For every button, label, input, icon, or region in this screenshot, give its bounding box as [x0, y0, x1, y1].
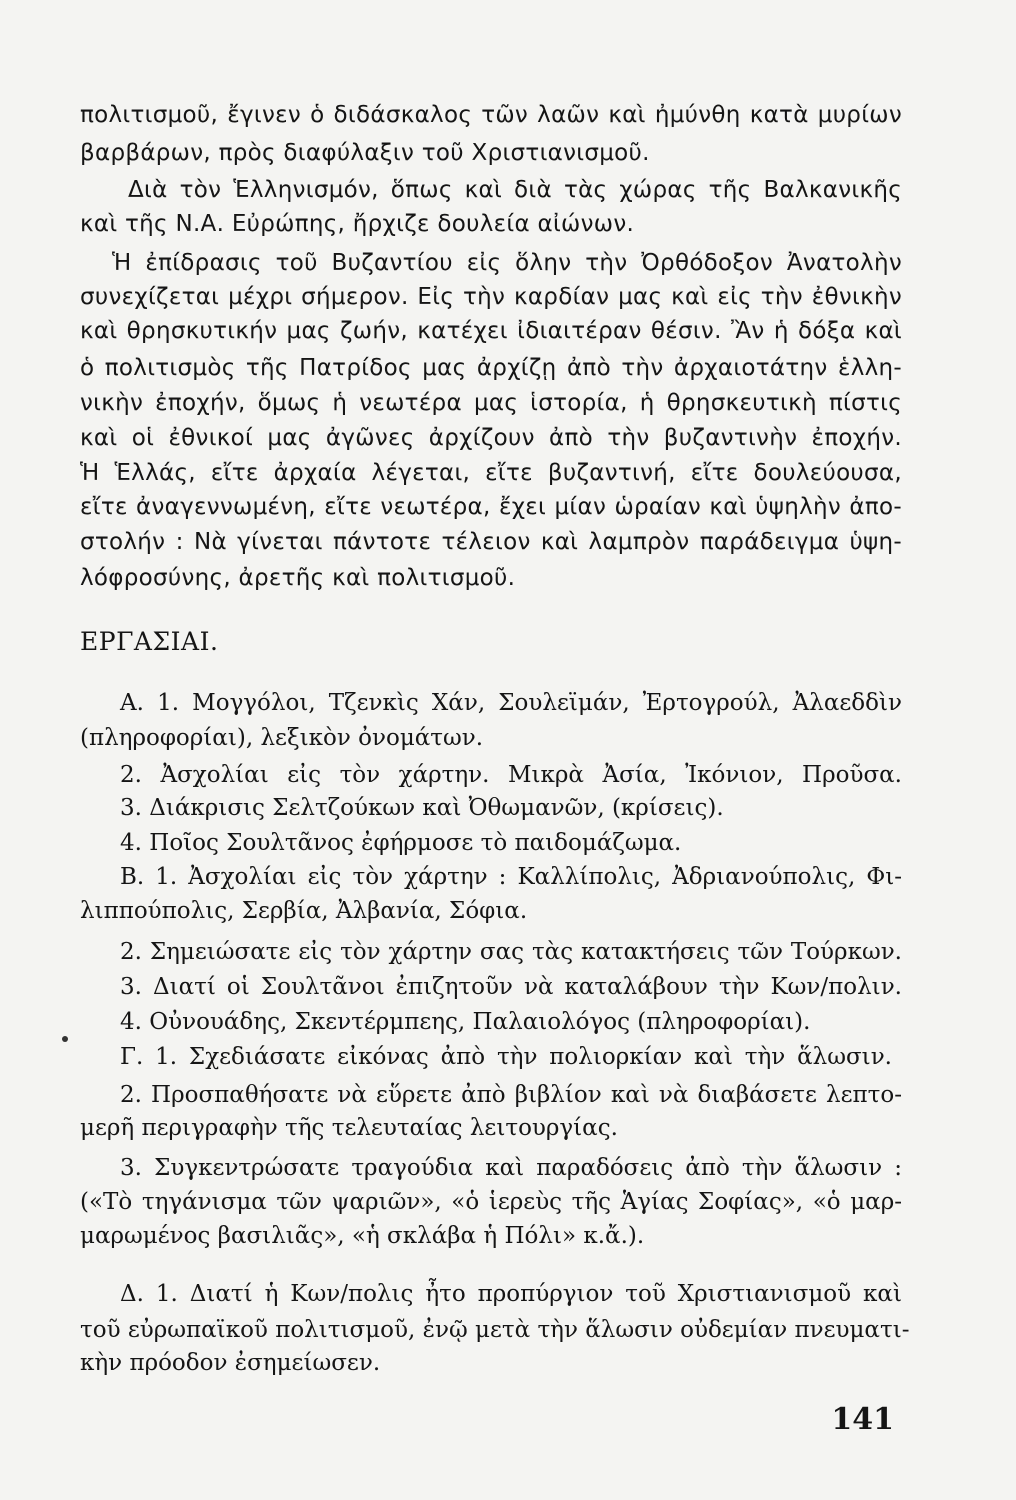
- body-line: νικὴν ἐποχήν, ὅμως ἡ νεωτέρα μας ἱστορία, ἡ θρησκευτικὴ πίστις: [80, 390, 902, 416]
- body-line: ὁ πολιτισμὸς τῆς Πατρίδος μας ἀρχίζῃ ἀπὸ τὴν ἀρχαιοτάτην ἑλλη-: [80, 355, 902, 381]
- exercise-line: λιππούπολις, Σερβία, Ἀλβανία, Σόφια.: [80, 898, 528, 924]
- body-line: συνεχίζεται μέχρι σήμερον. Εἰς τὴν καρδίαν μας καὶ εἰς τὴν ἐθνικὴν: [80, 284, 902, 310]
- exercise-line: 2. Ἀσχολίαι εἰς τὸν χάρτην. Μικρὰ Ἀσία, Ἰκόνιον, Προῦσα.: [120, 762, 902, 788]
- exercise-line: μερῆ περιγραφὴν τῆς τελευταίας λειτουργίας.: [80, 1115, 618, 1141]
- exercise-line: 3. Διατί οἱ Σουλτᾶνοι ἐπιζητοῦν νὰ καταλάβουν τὴν Κων/πολιν.: [120, 974, 902, 1000]
- exercise-line: Α. 1. Μογγόλοι, Τζενκὶς Χάν, Σουλεϊμάν, Ἐρτογρούλ, Ἀλαεδδὶν: [120, 690, 902, 716]
- page-number: 141: [831, 1402, 894, 1437]
- body-line: λόφροσύνης, ἀρετῆς καὶ πολιτισμοῦ.: [80, 565, 516, 591]
- body-line: καὶ οἱ ἐθνικοί μας ἀγῶνες ἀρχίζουν ἀπὸ τὴν βυζαντινὴν ἐποχήν.: [80, 425, 902, 451]
- body-line: Ἡ ἐπίδρασις τοῦ Βυζαντίου εἰς ὅλην τὴν Ὀρθόδοξον Ἀνατολὴν: [112, 250, 902, 276]
- body-line: στολήν : Νὰ γίνεται πάντοτε τέλειον καὶ λαμπρὸν παράδειγμα ὑψη-: [80, 529, 902, 555]
- exercise-line: κὴν πρόοδον ἐσημείωσεν.: [80, 1350, 381, 1376]
- body-line: καὶ θρησκυτικήν μας ζωήν, κατέχει ἰδιαιτέραν θέσιν. Ἂν ἡ δόξα καὶ: [80, 318, 902, 344]
- exercise-line: («Τὸ τηγάνισμα τῶν ψαριῶν», «ὁ ἱερεὺς τῆς Ἁγίας Σοφίας», «ὁ μαρ-: [80, 1189, 902, 1215]
- body-line: Ἡ Ἑλλάς, εἴτε ἀρχαία λέγεται, εἴτε βυζαντινή, εἴτε δουλεύουσα,: [80, 460, 902, 486]
- exercise-line: (πληροφορίαι), λεξικὸν ὀνομάτων.: [80, 725, 484, 751]
- exercise-line: 4. Ποῖος Σουλτᾶνος ἐφήρμοσε τὸ παιδομάζωμα.: [120, 830, 682, 856]
- exercise-line: Δ. 1. Διατί ἡ Κων/πολις ἦτο προπύργιον τοῦ Χριστιανισμοῦ καὶ: [120, 1281, 902, 1307]
- exercise-line: 3. Συγκεντρώσατε τραγούδια καὶ παραδόσεις ἀπὸ τὴν ἅλωσιν :: [120, 1155, 902, 1181]
- exercise-line: Β. 1. Ἀσχολίαι εἰς τὸν χάρτην : Καλλίπολις, Ἀδριανούπολις, Φι-: [120, 864, 902, 890]
- body-line: βαρβάρων, πρὸς διαφύλαξιν τοῦ Χριστιανισμοῦ.: [80, 140, 650, 166]
- ink-mark: [62, 1036, 68, 1042]
- exercise-line: 2. Προσπαθήσατε νὰ εὕρετε ἀπὸ βιβλίον καὶ νὰ διαβάσετε λεπτο-: [120, 1082, 902, 1108]
- exercise-line: 3. Διάκρισις Σελτζούκων καὶ Ὀθωμανῶν, (κρίσεις).: [120, 795, 724, 821]
- body-line: πολιτισμοῦ, ἔγινεν ὁ διδάσκαλος τῶν λαῶν καὶ ἠμύνθη κατὰ μυρίων: [80, 102, 902, 128]
- exercise-line: μαρωμένος βασιλιᾶς», «ἡ σκλάβα ἡ Πόλι» κ.ἄ.).: [80, 1223, 645, 1249]
- body-line: καὶ τῆς Ν.Α. Εὐρώπης, ἤρχιζε δουλεία αἰώνων.: [80, 211, 635, 237]
- exercise-line: τοῦ εὐρωπαϊκοῦ πολιτισμοῦ, ἐνῷ μετὰ τὴν ἅλωσιν οὐδεμίαν πνευματι-: [80, 1317, 910, 1343]
- exercise-line: Γ. 1. Σχεδιάσατε εἰκόνας ἀπὸ τὴν πολιορκίαν καὶ τὴν ἅλωσιν.: [120, 1044, 892, 1070]
- exercise-line: 4. Οὐνουάδης, Σκεντέρμπεης, Παλαιολόγος (πληροφορίαι).: [120, 1009, 811, 1035]
- exercises-heading: ΕΡΓΑΣΙΑΙ.: [80, 627, 219, 656]
- exercise-line: 2. Σημειώσατε εἰς τὸν χάρτην σας τὰς κατακτήσεις τῶν Τούρκων.: [120, 939, 902, 965]
- body-line: εἴτε ἀναγεννωμένη, εἴτε νεωτέρα, ἔχει μίαν ὡραίαν καὶ ὑψηλὴν ἀπο-: [80, 494, 902, 520]
- body-line: Διὰ τὸν Ἑλληνισμόν, ὅπως καὶ διὰ τὰς χώρας τῆς Βαλκανικῆς: [128, 177, 902, 203]
